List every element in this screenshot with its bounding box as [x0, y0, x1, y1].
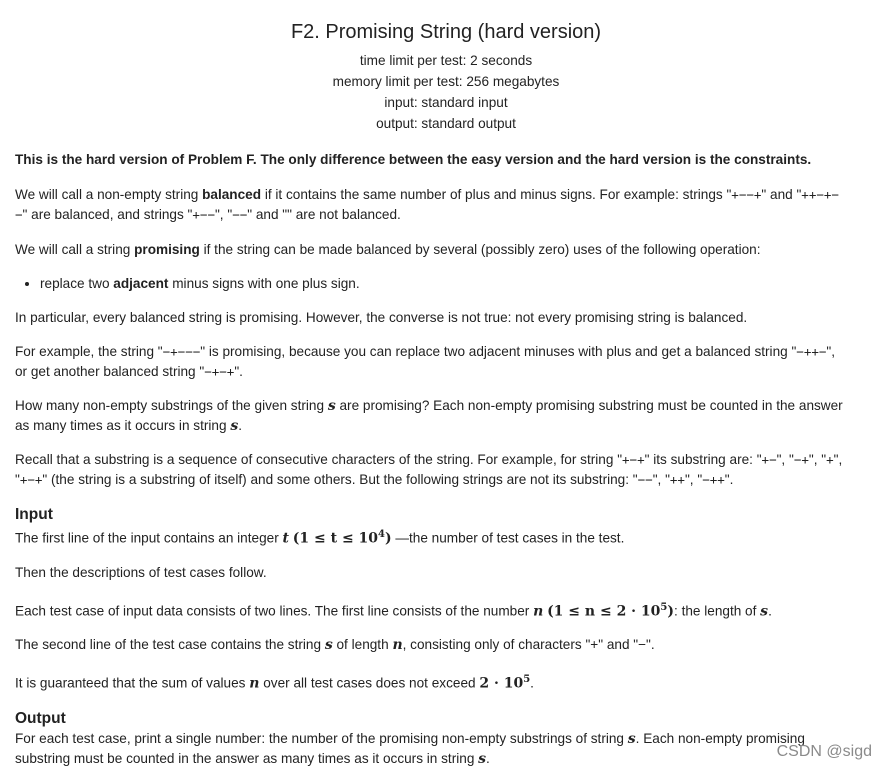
- term-balanced: balanced: [202, 187, 262, 202]
- operation-list: [15, 274, 877, 294]
- input-tests-follow: Then the descriptions of test cases follow.: [15, 564, 267, 580]
- input-s-line: The second line of the test case contains the string s of length n, consisting only of characters "+" and "−".: [15, 637, 655, 654]
- problem-header: [15, 18, 877, 134]
- input-n-line: Each test case of input data consists of two lines. The first line consists of the number n $(1 \le n \le 2 \cdot 10^5)$: the length of s.: [15, 601, 772, 620]
- input-sum-guarantee: It is guaranteed that the sum of values n over all test cases does not exceed $2 \cdot 10^5$.: [15, 674, 534, 692]
- list-item: • replace two adjacent minus signs with one plus sign.: [40, 274, 877, 294]
- csdn-watermark: CSDN @sigd: [776, 743, 872, 760]
- output-heading: Output: [15, 709, 66, 727]
- output-description: For each test case, print a single number: the number of the promising non-empty substrings of string s. Each non-empty promising substring must be counted in the answer as many times as it occurs in string s.: [15, 730, 805, 767]
- term-promising: promising: [134, 242, 200, 257]
- substring-definition: Recall that a substring is a sequence of consecutive characters of the string. For example, for string "+−+" its substring are: "+−", "−+", "+", "+−+" (the string is a substring of itself) and some others. But the following strings are not its substring: "−−", "++", "−++".: [15, 452, 843, 487]
- problem-statement: [15, 0, 877, 769]
- question-paragraph: How many non-empty substrings of the given string s are promising? Each non-empty promising substring must be counted in the answer as many times as it occurs in string s.: [15, 398, 843, 434]
- time-limit: time limit per test: 2 seconds: [359, 53, 533, 68]
- example-paragraph: For example, the string "−+−−−" is promising, because you can replace two adjacent minuses with plus and get a balanced string "−++−", or get another balanced string "−+−+".: [15, 344, 836, 379]
- converse-note: In particular, every balanced string is promising. However, the converse is not true: not every promising string is balanced.: [15, 310, 748, 325]
- promising-definition: We will call a string promising if the string can be made balanced by several (possibly zero) uses of the following operation:: [15, 242, 761, 257]
- memory-limit: memory limit per test: 256 megabytes: [332, 74, 560, 89]
- problem-title: F2. Promising String (hard version): [290, 21, 602, 43]
- hard-version-note: This is the hard version of Problem F. The only difference between the easy version and the hard version is the constraints.: [15, 152, 812, 167]
- output-spec: output: standard output: [376, 116, 516, 131]
- input-spec: input: standard input: [384, 95, 508, 110]
- input-t-line: The first line of the input contains an integer t $(1 \le t \le 10^4)$ —the number of test cases in the test.: [15, 529, 625, 547]
- balanced-definition: We will call a non-empty string balanced if it contains the same number of plus and minus signs. For example: strings "+−−+" and "++−+− −" are balanced, and strings "+−−", "−−" and "" are not balanced.: [15, 187, 839, 222]
- input-heading: Input: [15, 506, 53, 523]
